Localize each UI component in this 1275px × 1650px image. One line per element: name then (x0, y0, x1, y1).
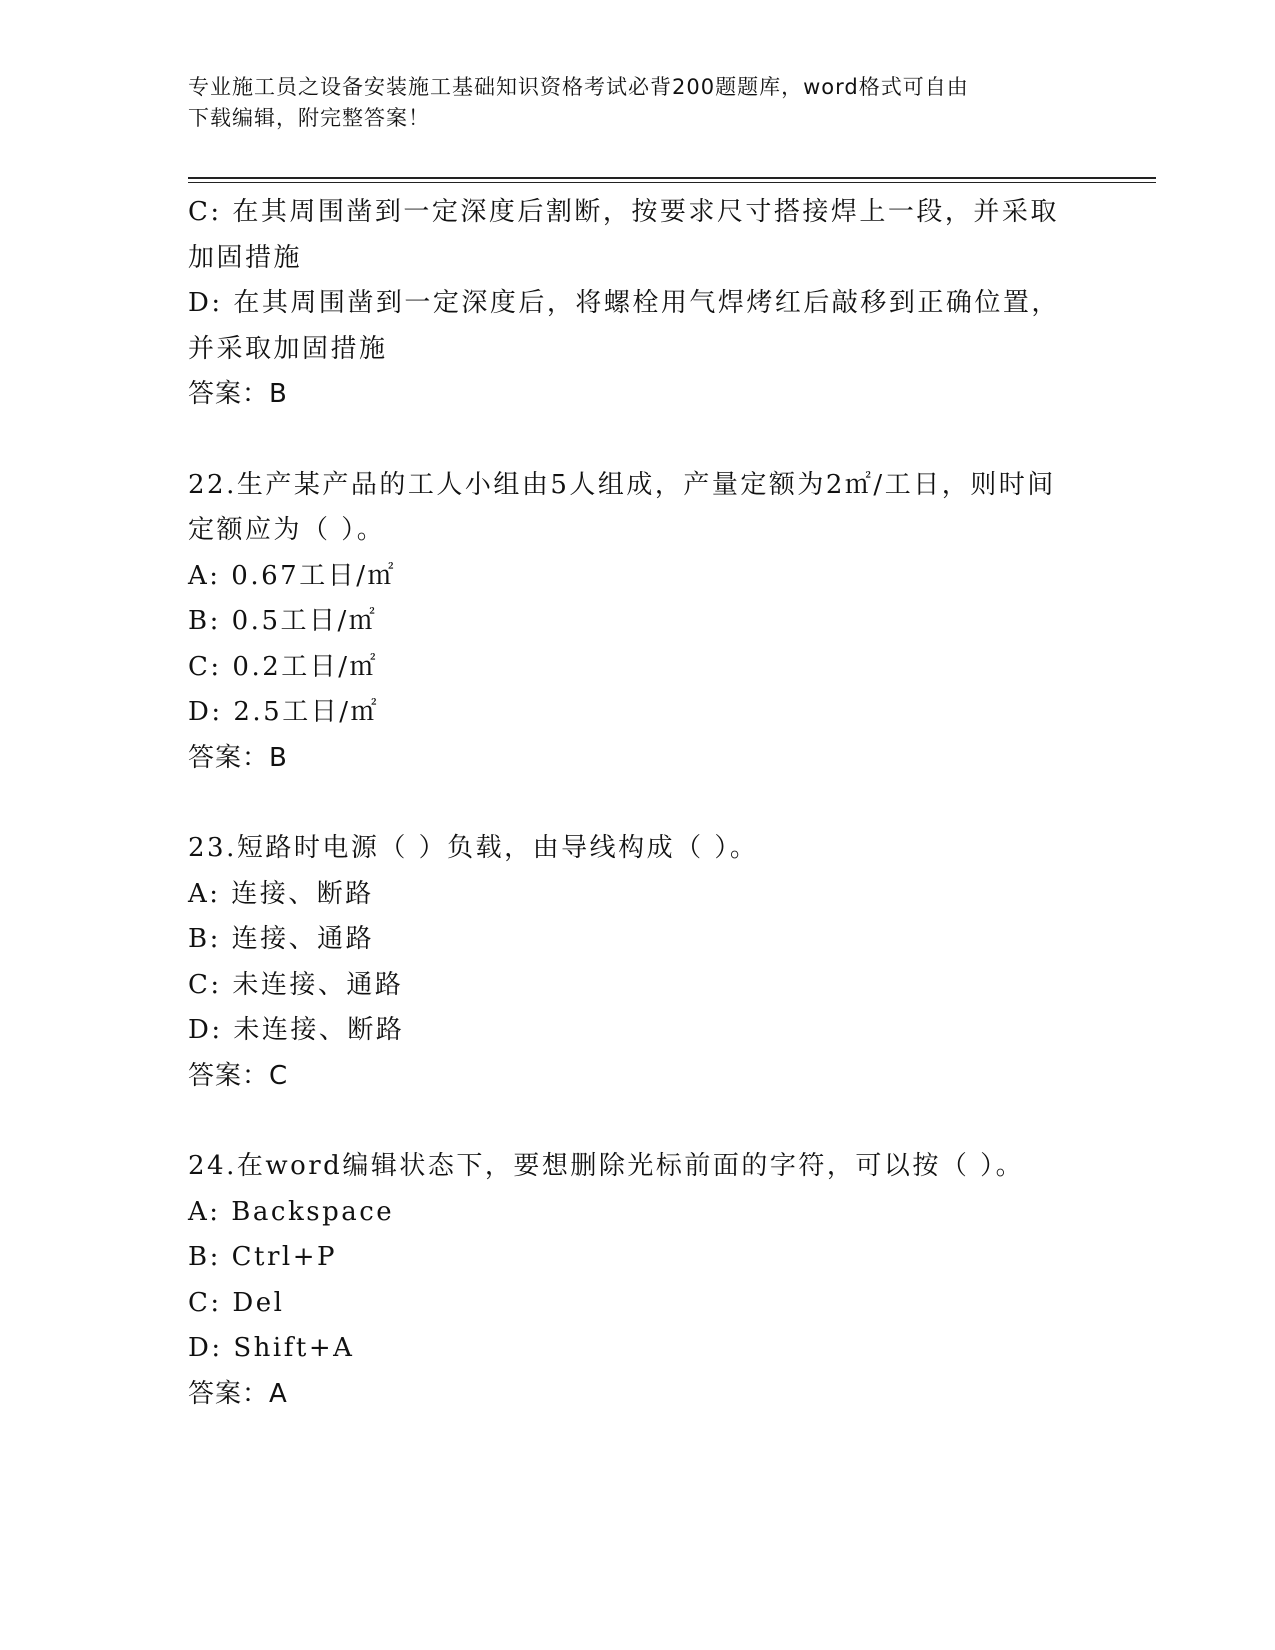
answer-line: 答案：B (188, 742, 288, 773)
option-a: A: 连接、断路 (188, 878, 374, 909)
answer-line: 答案：A (188, 1378, 288, 1409)
question-21-continuation (188, 190, 1088, 418)
header-title-line-2: 下载编辑，附完整答案！ (188, 106, 430, 130)
option-line: 并采取加固措施 (188, 333, 388, 364)
option-c: C: 未连接、通路 (188, 969, 404, 1000)
document-header (188, 72, 1068, 134)
header-title-line-1: 专业施工员之设备安装施工基础知识资格考试必背200题题库，word格式可自由 (188, 75, 969, 99)
question-22 (188, 463, 1088, 782)
question-stem: 23.短路时电源（ ）负载，由导线构成（ ）。 (188, 833, 759, 863)
option-d: D: 2.5工日/㎡ (188, 697, 379, 727)
question-stem: 定额应为（ ）。 (188, 515, 386, 545)
option-b: B: 0.5工日/㎡ (188, 606, 378, 636)
option-line: D: 在其周围凿到一定深度后，将螺栓用气焊烤红后敲移到正确位置， (188, 288, 1060, 318)
question-stem: 22.生产某产品的工人小组由5人组成，产量定额为2㎡/工日，则时间 (188, 469, 1056, 500)
option-b: B: Ctrl+P (188, 1242, 337, 1272)
option-a: A: Backspace (188, 1196, 395, 1227)
option-d: D: Shift+A (188, 1333, 355, 1363)
answer-line: 答案：B (188, 379, 288, 409)
option-a: A: 0.67工日/㎡ (188, 560, 396, 591)
option-line: C: 在其周围凿到一定深度后割断，按要求尺寸搭接焊上一段，并采取 (188, 197, 1059, 227)
question-23 (188, 826, 1088, 1099)
question-content (188, 190, 1088, 1417)
answer-line: 答案：C (188, 1060, 289, 1091)
question-stem: 24.在word编辑状态下，要想删除光标前面的字符，可以按（ ）。 (188, 1151, 1025, 1181)
option-c: C: Del (188, 1287, 285, 1318)
option-line: 加固措施 (188, 242, 303, 273)
header-divider (188, 177, 1156, 183)
option-c: C: 0.2工日/㎡ (188, 651, 379, 682)
option-d: D: 未连接、断路 (188, 1015, 405, 1045)
question-24 (188, 1144, 1088, 1417)
option-b: B: 连接、通路 (188, 924, 375, 954)
